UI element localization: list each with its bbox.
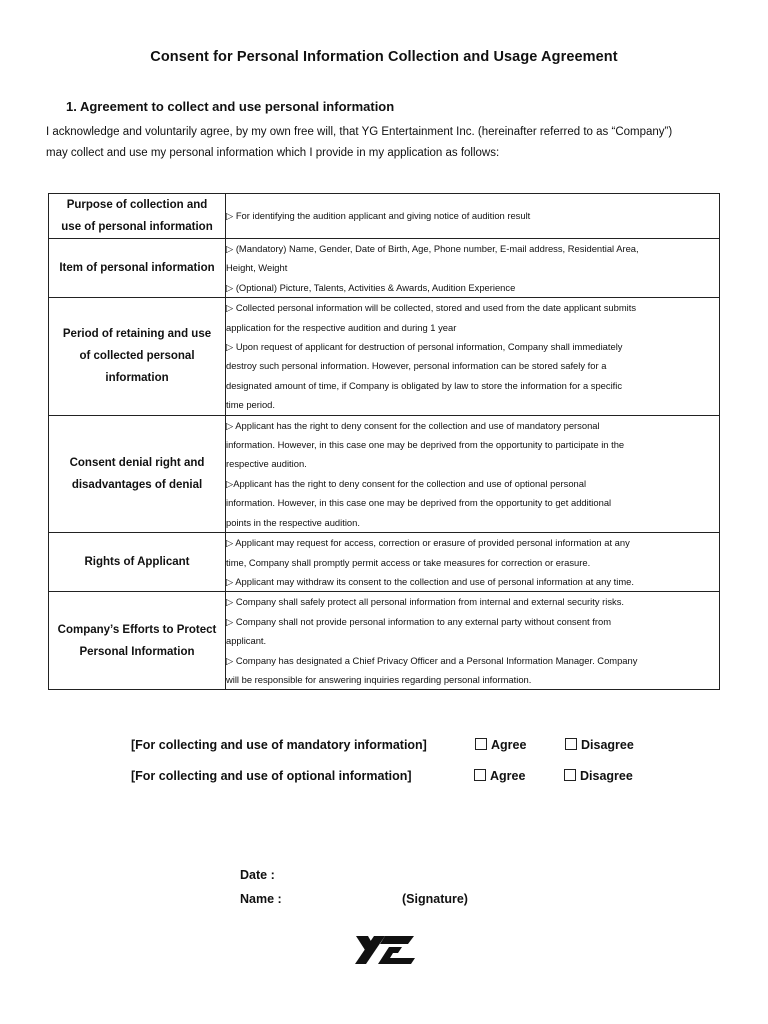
description-line: ▷ Upon request of applicant for destruction of personal information, Company shall immediately [226,341,623,353]
optional-consent-label: [For collecting and use of optional information] [131,769,412,783]
description-line: ▷ (Mandatory) Name, Gender, Date of Birth, Age, Phone number, E-mail address, Residential Area, [226,243,639,254]
row-description [226,298,720,415]
row-label [49,415,226,532]
description-line: ▷Applicant has the right to deny consent for the collection and use of optional personal [226,477,587,489]
description-line: ▷ Collected personal information will be collected, stored and used from the date applicant submits [226,302,637,314]
description-line: designated amount of time, if Company is obligated by law to store the information for a specific [226,379,623,391]
description-line: ▷ Company has designated a Chief Privacy Officer and a Personal Information Manager. Company [226,654,638,666]
row-label-line: Consent denial right and [69,456,205,469]
table-row [49,239,720,298]
row-label [49,592,226,690]
table-row [49,415,720,532]
row-label-line: of collected personal [79,350,195,363]
description-line: ▷ Applicant may request for access, correction or erasure of provided personal information at any [226,537,630,549]
row-label-line: information [105,372,169,385]
description-line: respective audition. [226,458,307,470]
description-line: ▷ Company shall not provide personal information to any external party without consent from [226,615,612,627]
row-description [226,194,720,239]
row-label-line: use of personal information [61,221,213,233]
consent-table [48,193,720,690]
disagree-label: Disagree [581,738,634,752]
description-line: ▷ Applicant has the right to deny consent for the collection and use of mandatory personal [226,419,600,431]
row-label [49,298,226,415]
agree-label: Agree [490,769,526,783]
mandatory-consent-label: [For collecting and use of mandatory information] [131,738,427,752]
description-line: destroy such personal information. However, personal information can be stored safely for a [226,360,607,372]
description-line: application for the respective audition and during 1 year [226,321,457,333]
name-label: Name : [240,892,282,906]
row-description [226,239,720,298]
optional-disagree-option[interactable] [564,769,633,783]
signature-label: (Signature) [402,892,468,906]
document-title: Consent for Personal Information Collection and Usage Agreement [150,49,618,65]
row-label-line: Purpose of collection and [66,199,208,211]
description-line: ▷ (Optional) Picture, Talents, Activities & Awards, Audition Experience [226,281,516,293]
section-heading: 1. Agreement to collect and use personal information [66,99,395,114]
optional-agree-option[interactable] [474,769,525,783]
disagree-label: Disagree [580,769,633,783]
row-label-line: Item of personal information [59,262,215,275]
mandatory-agree-option[interactable] [475,738,526,752]
row-label [49,194,226,239]
checkbox-icon[interactable] [475,738,487,750]
description-line: Height, Weight [226,262,288,274]
row-label [49,239,226,298]
row-label-line: Personal Information [79,645,195,658]
agree-label: Agree [491,738,527,752]
checkbox-icon[interactable] [564,769,576,781]
intro-line: may collect and use my personal information which I provide in my application as follows: [46,147,500,159]
table-row [49,592,720,690]
yg-logo-icon [354,934,416,964]
table-row [49,194,720,239]
checkbox-icon[interactable] [565,738,577,750]
intro-line: I acknowledge and voluntarily agree, by my own free will, that YG Entertainment Inc. (hereinafter referred to as “Company”) [46,126,673,138]
description-line: time, Company shall promptly permit access or take measures for correction or erasure. [226,556,591,568]
table-row [49,298,720,415]
description-line: will be responsible for answering inquiries regarding personal information. [226,673,532,685]
description-line: time period. [226,399,275,411]
row-label-line: Period of retaining and use [62,328,212,341]
description-line: applicant. [226,635,267,647]
description-line: information. However, in this case one may be deprived from the opportunity to participate in the [226,439,625,451]
row-description [226,415,720,532]
row-label [49,533,226,592]
description-line: ▷ Company shall safely protect all personal information from internal and external security risks. [226,596,625,608]
row-label-line: disadvantages of denial [71,478,203,491]
row-label-line: Rights of Applicant [84,556,190,569]
table-row [49,533,720,592]
row-description [226,533,720,592]
description-line: points in the respective audition. [226,516,360,528]
description-line: information. However, in this case one may be deprived from the opportunity to get additional [226,497,612,509]
date-label: Date : [240,868,275,882]
description-line: ▷ Applicant may withdraw its consent to the collection and use of personal information at any time. [226,575,634,587]
intro-paragraph [46,122,726,164]
row-description [226,592,720,690]
mandatory-disagree-option[interactable] [565,738,634,752]
checkbox-icon[interactable] [474,769,486,781]
description-line: ▷ For identifying the audition applicant and giving notice of audition result [226,210,531,222]
row-label-line: Company’s Efforts to Protect [57,623,217,636]
